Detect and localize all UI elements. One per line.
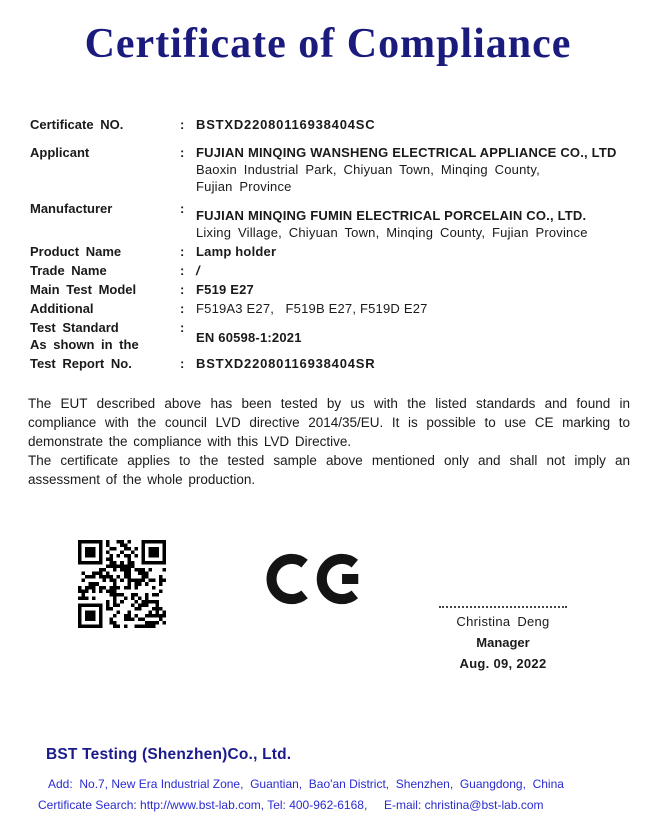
field-value-test-report-no: BSTXD22080116938404SR (196, 356, 376, 371)
field-colon: : (180, 201, 185, 216)
signer-role: Manager (476, 635, 530, 650)
field-label-test-standard: Test Standard (30, 320, 119, 335)
footer-certificate-search: Certificate Search: http://www.bst-lab.com, Tel: 400-962-6168, E-mail: christina@bst-lab.com (38, 798, 544, 812)
field-value-certificate-no: BSTXD22080116938404SC (196, 117, 376, 132)
field-value-main-test-model: F519 E27 (196, 282, 254, 297)
field-row-test-report-no (30, 355, 630, 372)
field-label-additional: Additional (30, 301, 94, 316)
statement-paragraph-1: The EUT described above has been tested by us with the listed standards and found in compliance with the council LVD directive 2014/35/EU. It is possible to use CE marking to demonstrate the compliance with this LVD Directive. (28, 396, 630, 449)
field-colon: : (180, 145, 185, 160)
manufacturer-name: FUJIAN MINQING FUMIN ELECTRICAL PORCELAIN CO., LTD. (196, 208, 587, 223)
compliance-statement (28, 394, 630, 489)
applicant-name: FUJIAN MINQING WANSHENG ELECTRICAL APPLIANCE CO., LTD (196, 145, 617, 160)
signer-name: Christina Deng (456, 614, 550, 629)
field-label-product-name: Product Name (30, 244, 122, 259)
field-row-certificate-no (30, 116, 630, 133)
ce-mark-icon (264, 543, 366, 615)
field-value-trade-name: / (196, 263, 200, 278)
field-row-manufacturer (30, 200, 630, 241)
test-standard-labels (30, 319, 180, 353)
certificate-fields (30, 116, 630, 372)
applicant-address-line2: Fujian Province (196, 179, 292, 194)
field-colon: : (180, 282, 185, 297)
field-colon: : (180, 263, 185, 278)
field-colon: : (180, 244, 185, 259)
page-title: Certificate of Compliance (84, 21, 572, 67)
field-colon: : (180, 117, 185, 132)
signature-date: Aug. 09, 2022 (459, 656, 547, 671)
field-value-additional: F519A3 E27, F519B E27, F519D E27 (196, 301, 428, 316)
manufacturer-address: Lixing Village, Chiyuan Town, Minqing County, Fujian Province (196, 225, 588, 240)
field-row-test-standard (30, 319, 630, 353)
signature-dotted-line (439, 606, 567, 608)
field-value-product-name: Lamp holder (196, 244, 277, 259)
field-row-trade-name (30, 262, 630, 279)
field-label-as-shown: As shown in the (30, 337, 139, 352)
field-label-applicant: Applicant (30, 145, 90, 160)
field-colon: : (180, 356, 185, 371)
field-colon: : (180, 301, 185, 316)
logos-row (78, 540, 366, 628)
field-label-manufacturer: Manufacturer (30, 201, 113, 216)
field-value-applicant (196, 144, 630, 195)
field-row-product-name (30, 243, 630, 260)
qr-code (78, 540, 166, 628)
field-row-additional (30, 300, 630, 317)
field-row-applicant (30, 144, 630, 195)
field-value-test-standard: EN 60598-1:2021 (196, 330, 302, 345)
footer-company-name: BST Testing (Shenzhen)Co., Ltd. (46, 746, 292, 763)
field-label-trade-name: Trade Name (30, 263, 107, 278)
statement-paragraph-2: The certificate applies to the tested sample above mentioned only and shall not imply an assessment of the whole production. (28, 453, 630, 487)
field-row-main-test-model (30, 281, 630, 298)
field-value-manufacturer (196, 200, 630, 241)
applicant-address-line1: Baoxin Industrial Park, Chiyuan Town, Minqing County, (196, 162, 540, 177)
footer (38, 746, 636, 816)
field-label-certificate-no: Certificate NO. (30, 117, 124, 132)
signature-block (424, 606, 582, 671)
footer-address: Add: No.7, New Era Industrial Zone, Guantian, Bao'an District, Shenzhen, Guangdong, China (48, 777, 564, 791)
field-label-test-report-no: Test Report No. (30, 356, 132, 371)
field-label-main-test-model: Main Test Model (30, 282, 137, 297)
field-colon: : (180, 320, 185, 335)
